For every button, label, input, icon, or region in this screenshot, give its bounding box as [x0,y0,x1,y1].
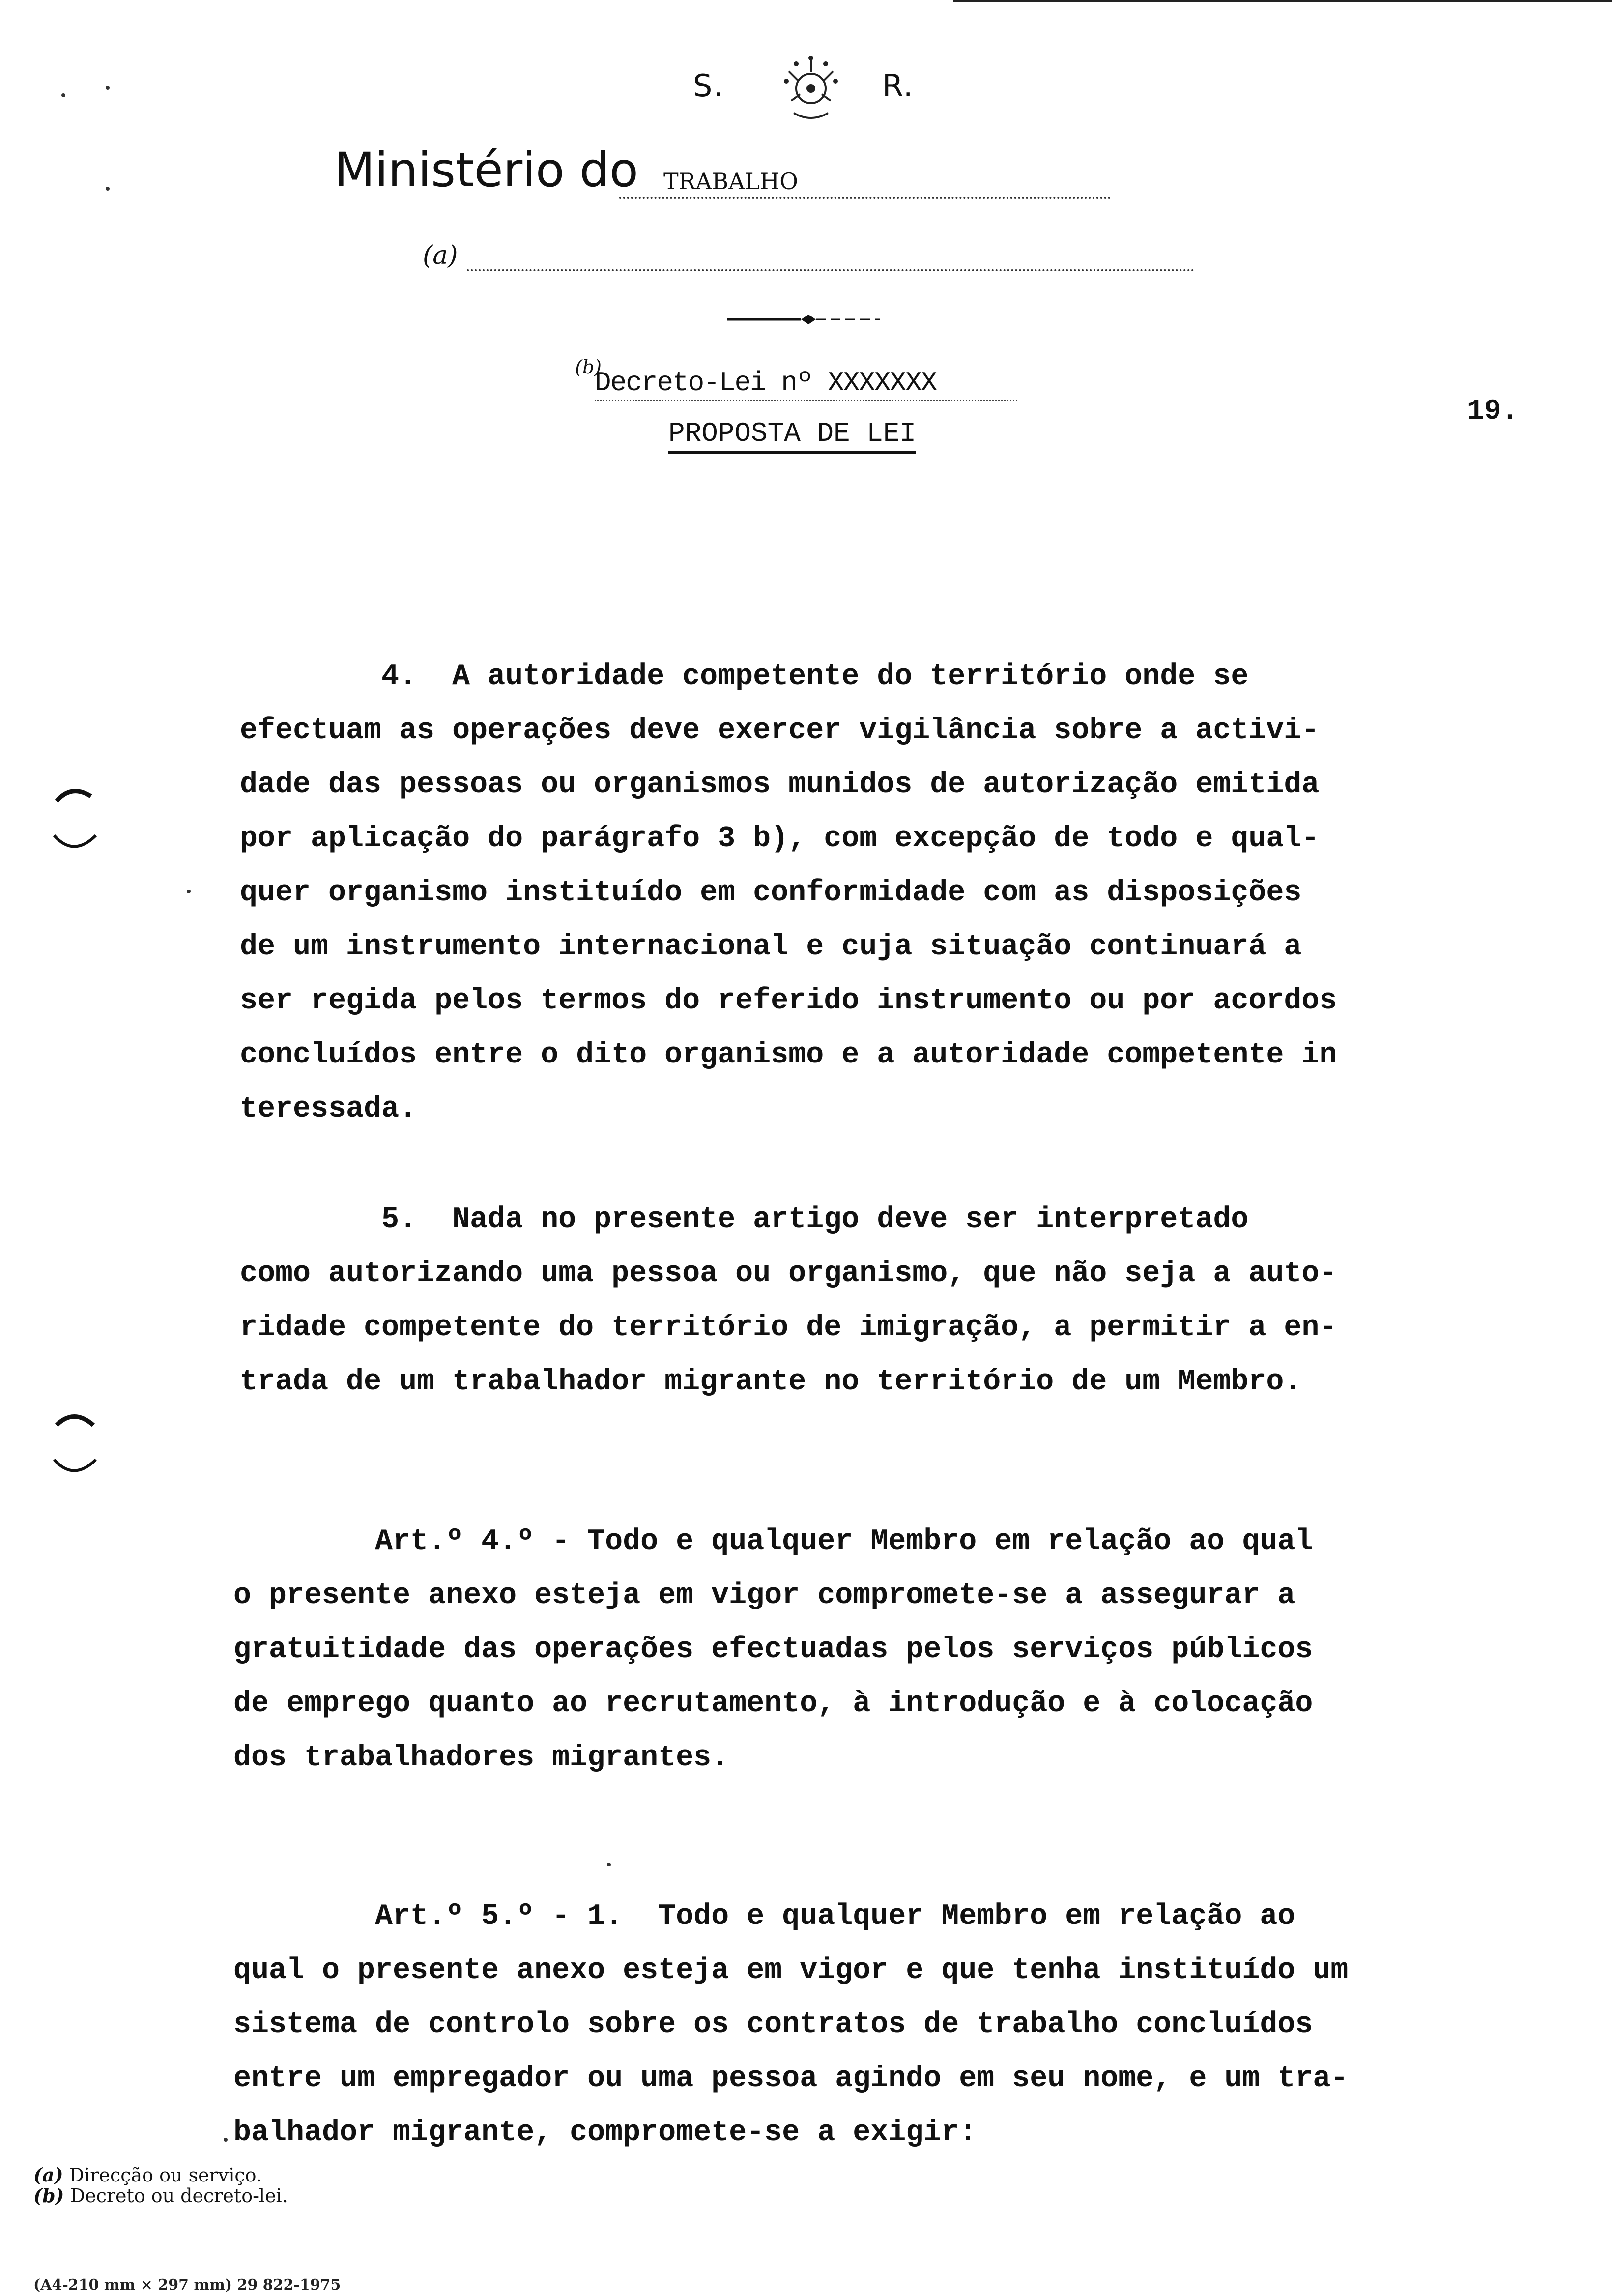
service-label: (a) [423,241,458,270]
text-line: concluídos entre o dito organismo e a autoridade competente in [240,1038,1337,1072]
scan-speck [61,93,65,97]
scan-speck [187,890,191,893]
ministry-value: TRABALHO [663,168,798,195]
text-line: o presente anexo esteja em vigor compromete-se a assegurar a [233,1579,1295,1612]
footnote-b-text: Decreto ou decreto-lei. [70,2185,288,2207]
text-line: gratuitidade das operações efectuadas pelos serviços públicos [233,1633,1313,1666]
article-4 [233,1515,1313,1785]
punch-hole-mark [52,781,98,860]
service-line [423,241,1189,275]
scan-speck [106,187,110,191]
divider-ornament [727,310,880,329]
text-line: ridade competente do território de imigração, a permitir a en- [240,1311,1337,1345]
print-code: (A4-210 mm × 297 mm) 29 822-1975 [33,2276,341,2294]
punch-hole-mark [52,1406,98,1484]
text-line: teressada. [240,1092,417,1126]
footnote-b [33,2185,288,2206]
footnotes [33,2165,288,2206]
text-line: por aplicação do parágrafo 3 b), com excepção de todo e qual- [240,822,1320,856]
text-line: dade das pessoas ou organismos munidos de autorização emitida [240,768,1320,802]
ministry-dotted-line [619,197,1111,199]
scan-speck [106,86,110,90]
ministry-label: Ministério do [334,143,638,198]
republic-emblem-icon [762,54,860,128]
paragraph-4 [240,650,1337,1136]
scan-speck [224,2138,228,2142]
text-line: ser regida pelos termos do referido instrumento ou por acordos [240,984,1337,1018]
decree-line [575,356,1042,401]
scan-speck [607,1863,611,1866]
decree-label: (b) [575,356,602,378]
footnote-b-key: (b) [33,2184,64,2207]
letterhead-left-letter: S. [693,68,724,104]
text-line: entre um empregador ou uma pessoa agindo em seu nome, e um tra- [233,2062,1349,2095]
text-line: quer organismo instituído em conformidade com as disposições [240,876,1302,910]
letterhead-right-letter: R. [882,68,914,104]
text-line: 4. A autoridade competente do território onde se [240,660,1249,693]
text-line: efectuam as operações deve exercer vigilância sobre a activi- [240,714,1320,747]
article-5 [233,1890,1348,2160]
decree-dotted-line [595,400,1017,401]
text-line: Art.º 4.º - Todo e qualquer Membro em relação ao qual [233,1525,1313,1558]
text-line: Art.º 5.º - 1. Todo e qualquer Membro em relação ao [233,1900,1295,1933]
proposal-title: PROPOSTA DE LEI [668,418,916,454]
paragraph-5 [240,1193,1337,1409]
text-line: como autorizando uma pessoa ou organismo, que não seja a auto- [240,1257,1337,1291]
decree-struck-text: Decreto-Lei nº XXXXXXX [595,367,937,399]
page-number: 19. [1467,396,1519,428]
letterhead [639,54,983,128]
text-line: de emprego quanto ao recrutamento, à introdução e à colocação [233,1687,1313,1721]
footnote-a-key: (a) [33,2164,63,2186]
service-dotted-line [467,269,1194,271]
ministry-line [334,143,1278,211]
text-line: 5. Nada no presente artigo deve ser interpretado [240,1203,1249,1236]
text-line: balhador migrante, compromete-se a exigir: [233,2116,977,2150]
text-line: sistema de controlo sobre os contratos de trabalho concluídos [233,2008,1313,2041]
text-line: qual o presente anexo esteja em vigor e que tenha instituído um [233,1954,1349,1987]
text-line: dos trabalhadores migrantes. [233,1741,729,1775]
top-edge-rule [953,0,1612,2]
footnote-a-text: Direcção ou serviço. [69,2164,262,2186]
footnote-a [33,2165,288,2185]
text-line: trada de um trabalhador migrante no território de um Membro. [240,1365,1302,1399]
text-line: de um instrumento internacional e cuja situação continuará a [240,930,1302,964]
